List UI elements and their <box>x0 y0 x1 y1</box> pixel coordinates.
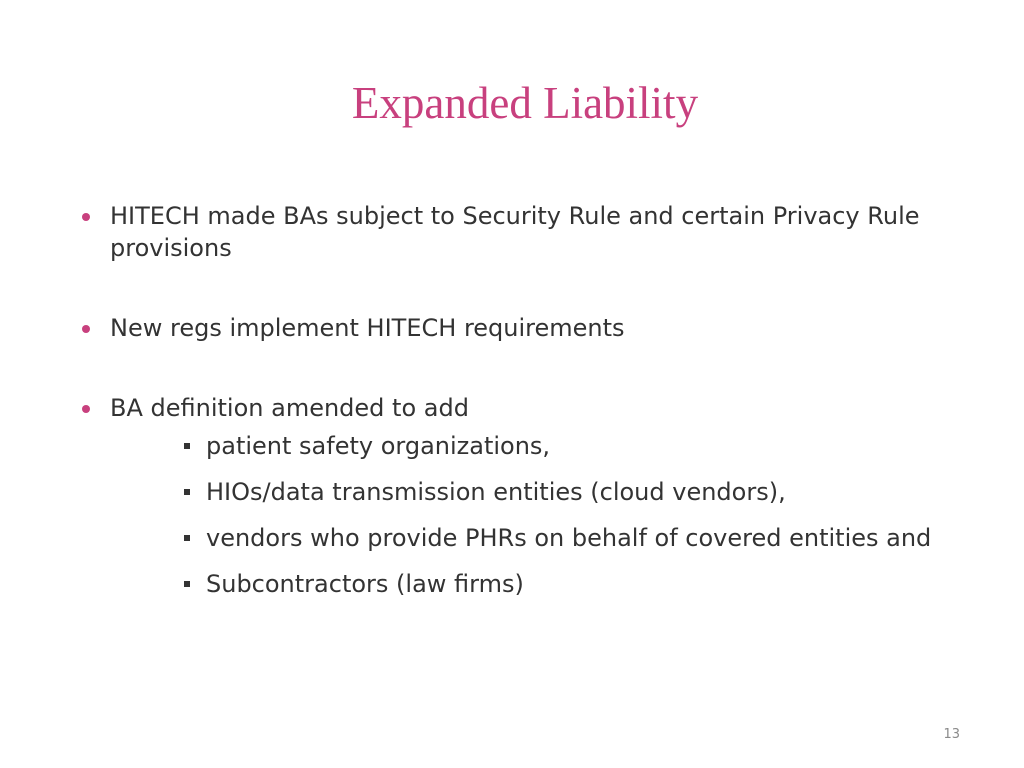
page-number: 13 <box>943 727 960 742</box>
sub-bullet-item <box>80 478 940 506</box>
bullet-dot-icon <box>82 405 90 413</box>
bullet-item <box>80 312 940 344</box>
square-bullet-icon <box>184 443 190 449</box>
sub-bullet-text: vendors who provide PHRs on behalf of covered entities and <box>206 524 932 552</box>
sub-bullet-text: patient safety organizations, <box>206 432 551 460</box>
sub-bullet-text: Subcontractors (law firms) <box>206 570 524 598</box>
sub-bullet-item <box>80 432 940 460</box>
slide-body <box>80 200 940 616</box>
sub-bullet-item <box>80 524 940 552</box>
sub-bullet-item <box>80 570 940 598</box>
bullet-item <box>80 392 940 424</box>
bullet-text: HITECH made BAs subject to Security Rule and certain Privacy Rule provisions <box>110 202 920 262</box>
square-bullet-icon <box>184 535 190 541</box>
bullet-dot-icon <box>82 325 90 333</box>
square-bullet-icon <box>184 489 190 495</box>
square-bullet-icon <box>184 581 190 587</box>
bullet-item <box>80 200 940 264</box>
slide-title: Expanded Liability <box>351 78 699 128</box>
bullet-text: New regs implement HITECH requirements <box>110 314 625 342</box>
sub-bullet-text: HIOs/data transmission entities (cloud vendors), <box>206 478 786 506</box>
bullet-dot-icon <box>82 213 90 221</box>
bullet-text: BA definition amended to add <box>110 394 469 422</box>
